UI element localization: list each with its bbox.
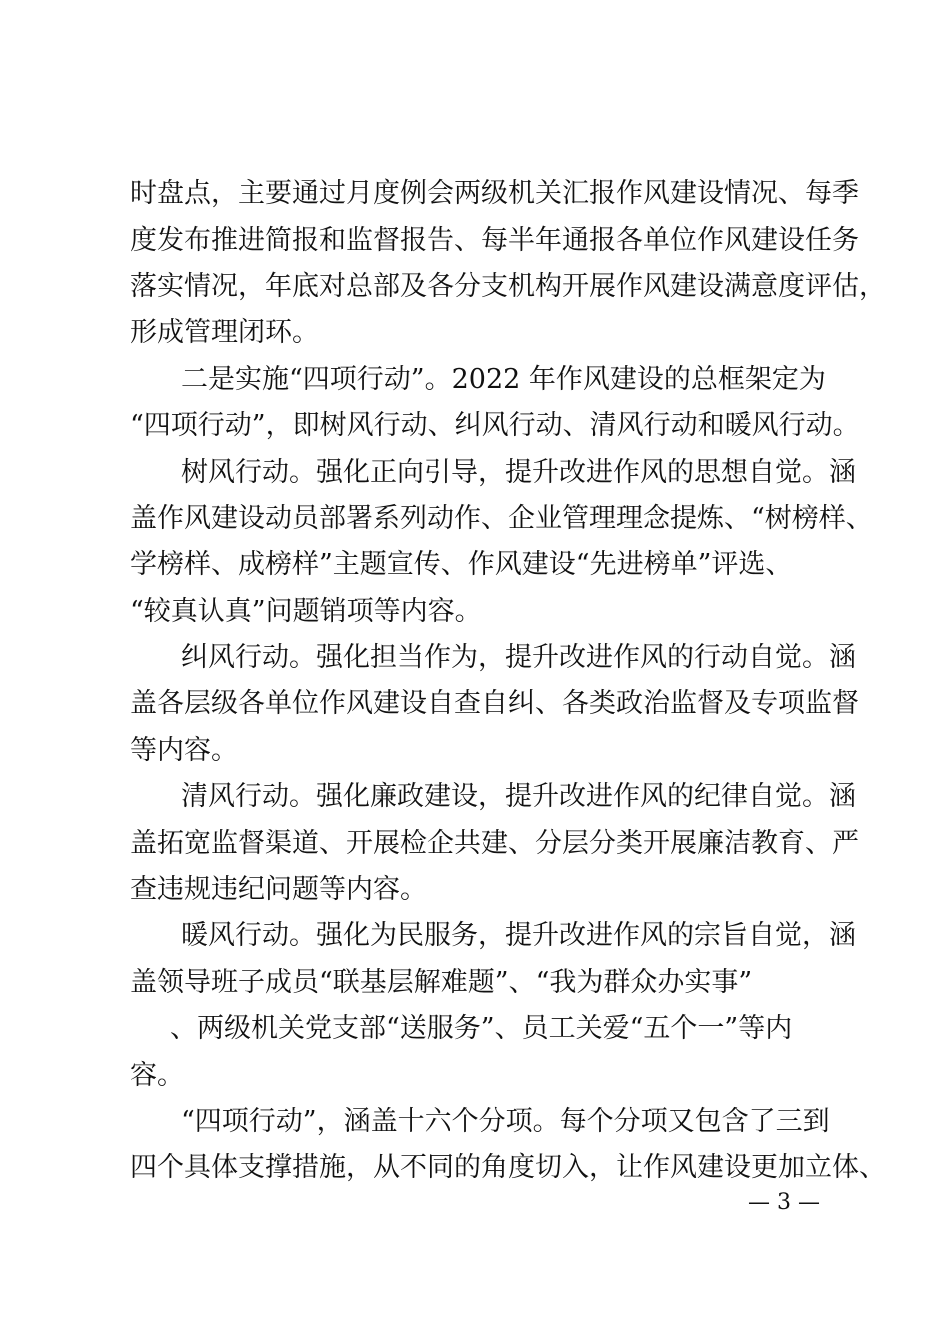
body-line-text: “四项行动”，涵盖十六个分项。每个分项又包含了三到 bbox=[181, 1106, 830, 1137]
body-line-text: 查违规违纪问题等内容。 bbox=[130, 874, 427, 905]
body-line-text: 二是实施“四项行动”。2022 年作风建设的总框架定为 bbox=[181, 364, 826, 395]
body-line-text: 容。 bbox=[130, 1060, 184, 1091]
body-line-text: 时盘点，主要通过月度例会两级机关汇报作风建设情况、每季 bbox=[130, 178, 859, 209]
body-line-text: “较真认真”问题销项等内容。 bbox=[130, 596, 482, 627]
body-line-text: 树风行动。强化正向引导，提升改进作风的思想自觉。涵 bbox=[181, 457, 856, 488]
body-line-text: 等内容。 bbox=[130, 735, 238, 766]
body-line-text: 形成管理闭环。 bbox=[130, 317, 319, 348]
body-line-text: 清风行动。强化廉政建设，提升改进作风的纪律自觉。涵 bbox=[181, 781, 856, 812]
body-line-text: 、两级机关党支部“送服务”、员工关爱“五个一”等内 bbox=[170, 1013, 793, 1044]
body-line-text: “四项行动”，即树风行动、纠风行动、清风行动和暖风行动。 bbox=[130, 410, 860, 441]
page-number: — 3 — bbox=[748, 1190, 820, 1215]
body-line-text: 暖风行动。强化为民服务，提升改进作风的宗旨自觉，涵 bbox=[181, 920, 856, 951]
body-line-text: 盖拓宽监督渠道、开展检企共建、分层分类开展廉洁教育、严 bbox=[130, 828, 859, 859]
body-line-text: 四个具体支撑措施，从不同的角度切入，让作风建设更加立体、 bbox=[130, 1152, 886, 1183]
body-line-text: 纠风行动。强化担当作为，提升改进作风的行动自觉。涵 bbox=[181, 642, 856, 673]
body-line-text: 学榜样、成榜样”主题宣传、作风建设“先进榜单”评选、 bbox=[130, 549, 793, 580]
body-line-text: 度发布推进简报和监督报告、每半年通报各单位作风建设任务 bbox=[130, 225, 859, 256]
body-line-text: 落实情况，年底对总部及各分支机构开展作风建设满意度评估， bbox=[130, 271, 886, 302]
body-line-text: 盖领导班子成员“联基层解难题”、“我为群众办实事” bbox=[130, 967, 753, 998]
body-line-text: 盖作风建设动员部署系列动作、企业管理理念提炼、“树榜样、 bbox=[130, 503, 873, 534]
body-line-text: 盖各层级各单位作风建设自查自纠、各类政治监督及专项监督 bbox=[130, 688, 859, 719]
